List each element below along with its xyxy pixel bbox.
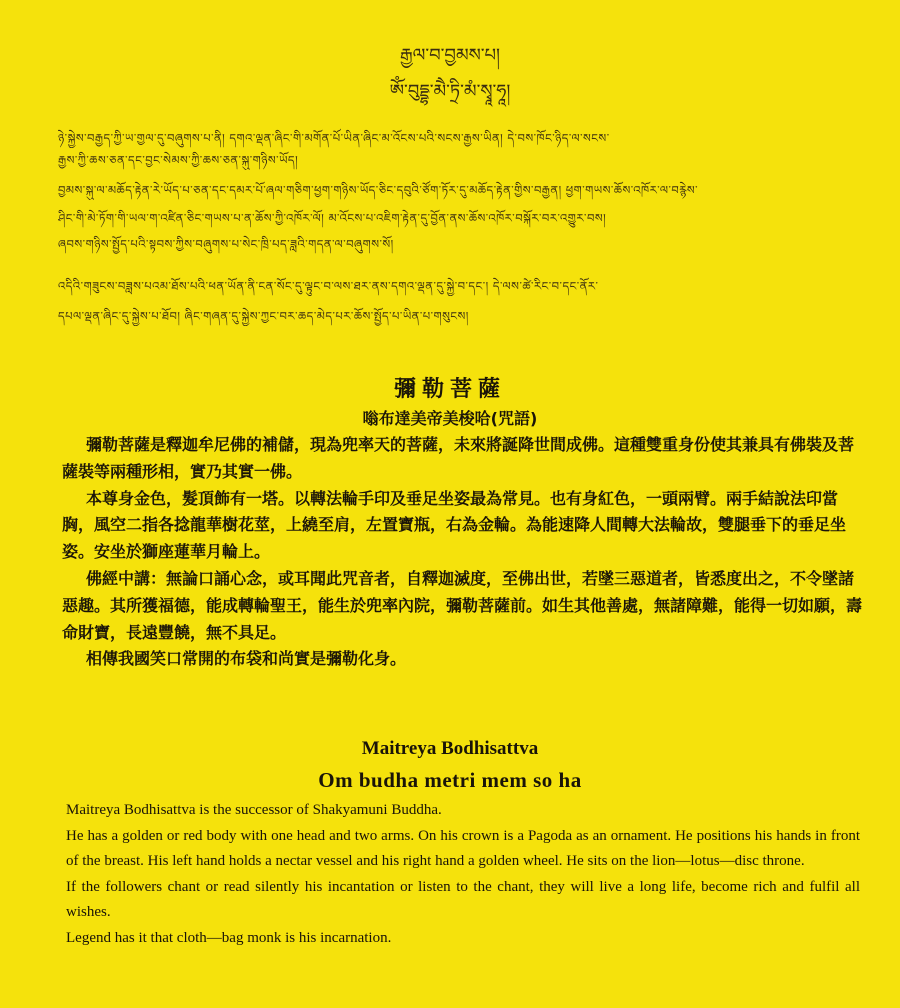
chinese-mantra: 嗡布達美帝美梭哈(咒語): [362, 409, 538, 428]
chinese-paragraph: 本尊身金色，髮頂飾有一塔。以轉法輪手印及垂足坐姿最為常見。也有身紅色，一頭兩臂。兩手結說法印當胸，風空二指各捻龍華樹花莖，上繞至肩，左置寶瓶，右為金輪。為能速降人間轉大法輪故，雙腿垂下的垂足坐姿。安坐於獅座蓮華月輪上。: [62, 488, 847, 562]
english-paragraph: He has a golden or red body with one head and two arms. On his crown is a Pagoda as an ornament. He positions his hands in front of the breast. His left hand holds a nectar vessel and his right hand a golden wheel. He sits on the lion—lotus—disc throne.: [66, 827, 860, 870]
tibetan-line: ཞབས་གཉིས་སྤྱོད་པའི་སྟབས་ཀྱིས་བཞུགས་པ་སེང་ཁྲི་པད་ཟླའི་གདན་ལ་བཞུགས་སོ།: [58, 237, 394, 251]
chinese-paragraph: 彌勒菩薩是釋迦牟尼佛的補儲，現為兜率天的菩薩，未來將誕降世間成佛。這種雙重身份使其兼具有佛裝及菩薩裝等兩種形相，實乃其實一佛。: [62, 435, 855, 481]
chinese-paragraph: 相傳我國笑口常開的布袋和尚實是彌勒化身。: [86, 649, 407, 669]
english-paragraph: Legend has it that cloth—bag monk is his incarnation.: [66, 929, 392, 946]
chinese-title: 彌勒菩薩: [393, 377, 506, 402]
tibetan-line: དཔལ་ལྡན་ཞིང་དུ་སྐྱེས་པ་ཐོབ། ཞིང་གཞན་དུ་སྐྱེས་ཀྱང་བར་ཆད་མེད་པར་ཆོས་སྤྱོད་པ་ཡིན་པ་གསུངས།: [58, 309, 469, 323]
english-paragraph: Maitreya Bodhisattva is the successor of Shakyamuni Buddha.: [66, 802, 442, 818]
tibetan-title: རྒྱལ་བ་བྱམས་པ།: [399, 45, 501, 66]
tibetan-line: བྱམས་སྐུ་ལ་མཆོད་རྟེན་རེ་ཡོད་པ་ཅན་དང་དམར་པོ་ཞལ་གཅིག་ཕྱག་གཉིས་ཡོད་ཅིང་དབུའི་ཙོག་ཏོར་དུ་མཆོད་རྟེན་གྱིས་བརྒྱན། ཕྱག་གཡས་ཆོས་འཁོར་ལ་བརྙེས་: [58, 183, 699, 197]
tibetan-line: རྒྱས་ཀྱི་ཆས་ཅན་དང་བྱང་སེམས་ཀྱི་ཆས་ཅན་སྐུ་གཉིས་ཡོད།: [58, 153, 299, 167]
english-title: Maitreya Bodhisattva: [361, 738, 539, 759]
tibetan-line: འདིའི་གཟུངས་བཟླས་པའམ་ཐོས་པའི་ཕན་ཡོན་ནི་ངན་སོང་དུ་ལྟུང་བ་ལས་ཐར་ནས་དགའ་ལྡན་དུ་སྐྱེ་བ་དང་། དེ་ལས་ཚེ་རིང་བ་དང་ནོར་: [58, 279, 599, 293]
english-mantra: Om budha metri mem so ha: [318, 768, 582, 792]
chinese-body: [62, 432, 862, 673]
tibetan-mantra: ཨོཾ་བུདྡྷ་མཻ་ཏྲི་མཾ་སྭཱ་ཧཱ།: [389, 81, 511, 102]
tibetan-line: ཉེ་སྐྱེས་བརྒྱད་ཀྱི་ཡ་གྱལ་དུ་བཞུགས་པ་ནི། དགའ་ལྡན་ཞིང་གི་མགོན་པོ་ཡིན་ཞིང་མ་འོངས་པའི་སངས་རྒྱས་ཡིན། དེ་བས་ཁོང་ཉིད་ལ་སངས་: [58, 131, 610, 145]
english-paragraph: If the followers chant or read silently his incantation or listen to the chant, they will live a long life, become rich and fulfil all wishes.: [66, 878, 860, 921]
chinese-paragraph: 佛經中講：無論口誦心念，或耳聞此咒音者，自釋迦滅度，至佛出世，若墜三惡道者，皆悉度出之，不令墜諸惡趣。其所獲福德，能成轉輪聖王，能生於兜率內院，彌勒菩薩前。如生其他善處，無諸障難，能得一切如願，壽命財寶，長遠豐饒，無不具足。: [62, 568, 863, 642]
english-body: [66, 798, 860, 952]
tibetan-line: ཤིང་གི་མེ་ཏོག་གི་ཡལ་ག་འཛིན་ཅིང་གཡས་པ་ན་ཆོས་ཀྱི་འཁོར་ལོ། མ་འོངས་པ་འཇིག་རྟེན་དུ་བྱོན་ནས་ཆོས་འཁོར་བསྐོར་བར་འགྱུར་བས།: [58, 211, 607, 225]
